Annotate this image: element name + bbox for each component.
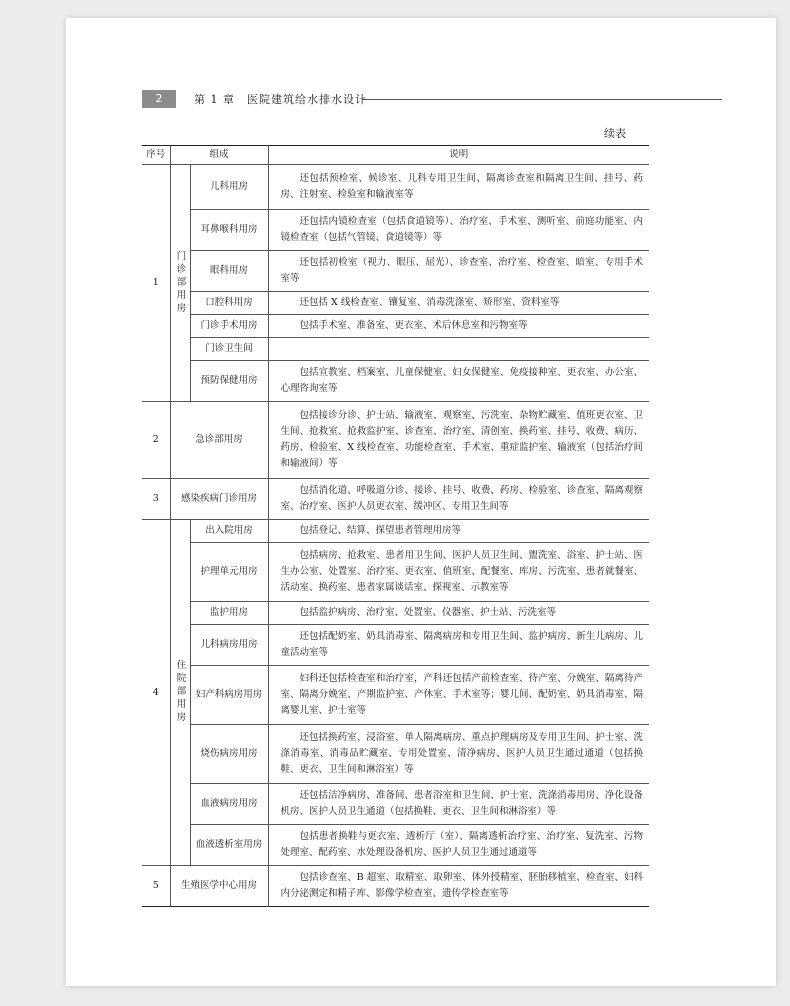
- continued-label: 续表: [604, 127, 626, 140]
- description-cell: 包括消化道、呼吸道分诊、接诊、挂号、收费、药房、检验室、诊查室、隔离观察室、治疗室、医护人员更衣室、缓冲区、专用卫生间等: [268, 479, 649, 520]
- seq-cell: 5: [142, 866, 170, 907]
- description-cell: 包括诊查室、B 超室、取精室、取卵室、体外授精室、胚胎移植室、检查室、妇科内分泌测定和精子库、影像学检查室、遗传学检查室等: [280, 872, 643, 899]
- table-header-row: [142, 146, 649, 165]
- description-cell: 妇科还包括检查室和治疗室，产科还包括产前检查室、待产室、分娩室、隔离待产室、隔离分娩室、产期监护室、产休室、手术室等；婴儿间、配奶室、奶具消毒室、隔离婴儿室、护士室等: [268, 666, 649, 725]
- sub-category-cell: 耳鼻喉科用房: [190, 210, 268, 251]
- page-number: 2: [142, 90, 176, 108]
- description-cell: 包括手术室、准备室、更衣室、术后休息室和污物室等: [268, 315, 649, 338]
- table-row: [142, 825, 649, 866]
- sub-category-cell: 血液透析室用房: [190, 825, 268, 866]
- chapter-title: 第 1 章 医院建筑给水排水设计: [194, 93, 367, 106]
- table-row: [142, 784, 649, 825]
- seq-cell: 2: [142, 402, 170, 479]
- table-row: [142, 402, 649, 479]
- sub-category-cell: 儿科病房用房: [190, 625, 268, 666]
- description-cell: 还包括预检室、候诊室、儿科专用卫生间、隔离诊查室和隔离卫生间、挂号、药房、注射室、检验室和输液室等: [268, 165, 649, 210]
- description-cell: 包括病房、抢救室、患者用卫生间、医护人员卫生间、盥洗室、浴室、护士站、医生办公室、处置室、治疗室、更衣室、值班室、配餐室、库房、污洗室、患者就餐室、活动室、换药室、患者家属谈话室、探视室、示教室等: [268, 543, 649, 602]
- table-row: [142, 543, 649, 602]
- description-cell: 包括接诊分诊、护士站、输液室、观察室、污洗室、杂物贮藏室、值班更衣室、卫生间、抢救室、抢救监护室、诊查室、治疗室、清创室、换药室、挂号、收费、病历、药房、检验室、X 线检查室、功能检查室、手术室、重症监护室、输液室（包括治疗间和输液间）等: [268, 402, 649, 479]
- table-row: [142, 479, 649, 520]
- seq-cell: 1: [142, 165, 170, 402]
- table-row: [142, 165, 649, 210]
- sub-category-cell: 预防保健用房: [190, 361, 268, 402]
- sub-category-cell: 门诊卫生间: [190, 338, 268, 361]
- table-row: [142, 520, 649, 543]
- description-cell: 包括监护病房、治疗室、处置室、仪器室、护士站、污洗室等: [268, 602, 649, 625]
- major-category-label: 住院部用房: [176, 660, 187, 723]
- table-row: [142, 866, 649, 907]
- table-row: [142, 625, 649, 666]
- description-cell: 还包括换药室、浸浴室、单人隔离病房、重点护理病房及专用卫生间、护士室、洗涤消毒室、消毒品贮藏室、专用处置室、清净病房、医护人员卫生通过通道（包括换鞋、更衣、卫生间和淋浴室）等: [268, 725, 649, 784]
- sub-category-cell: 监护用房: [190, 602, 268, 625]
- sub-category-cell: 门诊手术用房: [190, 315, 268, 338]
- header-composition: 组成: [170, 146, 268, 165]
- description-cell: 还包括初检室（视力、眼压、屈光）、诊查室、治疗室、检查室、暗室、专用手术室等: [268, 251, 649, 292]
- table-row: [142, 315, 649, 338]
- description-cell: 还包括洁净病房、准备间、患者浴室和卫生间、护士室、洗涤消毒用房、净化设备机房、医护人员卫生通道（包括换鞋、更衣、卫生间和淋浴室）等: [268, 784, 649, 825]
- sub-category-cell: 血液病房用房: [190, 784, 268, 825]
- table-row: [142, 338, 649, 361]
- major-category-cell: [170, 165, 190, 402]
- sub-category-cell: 儿科用房: [190, 165, 268, 210]
- description-cell: 包括宣教室、档案室、儿童保健室、妇女保健室、免疫接种室、更衣室、办公室、心理咨询室等: [268, 361, 649, 402]
- seq-cell: 4: [142, 520, 170, 866]
- header-description: 说明: [268, 146, 649, 165]
- sub-category-cell: 口腔科用房: [190, 292, 268, 315]
- sub-category-cell: 出入院用房: [190, 520, 268, 543]
- major-category-label: 门诊部用房: [176, 250, 187, 314]
- description-cell: 还包括内镜检查室（包括食道镜等）、治疗室、手术室、测听室、前庭功能室、内镜检查室（包括气管镜、食道镜等）等: [268, 210, 649, 251]
- table-row: [142, 361, 649, 402]
- table-row: [142, 251, 649, 292]
- description-cell: 还包括配奶室、奶具消毒室、隔离病房和专用卫生间、监护病房、新生儿病房、儿童活动室等: [268, 625, 649, 666]
- category-cell: 急诊部用房: [170, 402, 268, 479]
- category-cell: 感染疾病门诊用房: [170, 479, 268, 520]
- table-row: [142, 602, 649, 625]
- sub-category-cell: 眼科用房: [190, 251, 268, 292]
- seq-cell: 3: [142, 479, 170, 520]
- major-category-cell: [170, 520, 190, 866]
- header-seq: 序号: [142, 146, 170, 165]
- sub-category-cell: 护理单元用房: [190, 543, 268, 602]
- description-cell: 包括登记、结算、探望患者管理用房等: [268, 520, 649, 543]
- header-rule: [362, 99, 722, 100]
- table-row: [142, 292, 649, 315]
- description-cell: 包括患者换鞋与更衣室、透析厅（室）、隔离透析治疗室、治疗室、复洗室、污物处理室、配药室、水处理设备机房、医护人员卫生通过通道等: [268, 825, 649, 866]
- description-cell: [268, 338, 649, 361]
- rooms-table: [142, 145, 649, 907]
- table-row: [142, 725, 649, 784]
- page-header: [142, 90, 722, 110]
- table-row: [142, 666, 649, 725]
- description-cell: 还包括 X 线检查室、镶复室、消毒洗涤室、矫形室、资料室等: [268, 292, 649, 315]
- sub-category-cell: 烧伤病房用房: [190, 725, 268, 784]
- sub-category-cell: 妇产科病房用房: [190, 666, 268, 725]
- category-cell: 生殖医学中心用房: [170, 866, 268, 907]
- table-row: [142, 210, 649, 251]
